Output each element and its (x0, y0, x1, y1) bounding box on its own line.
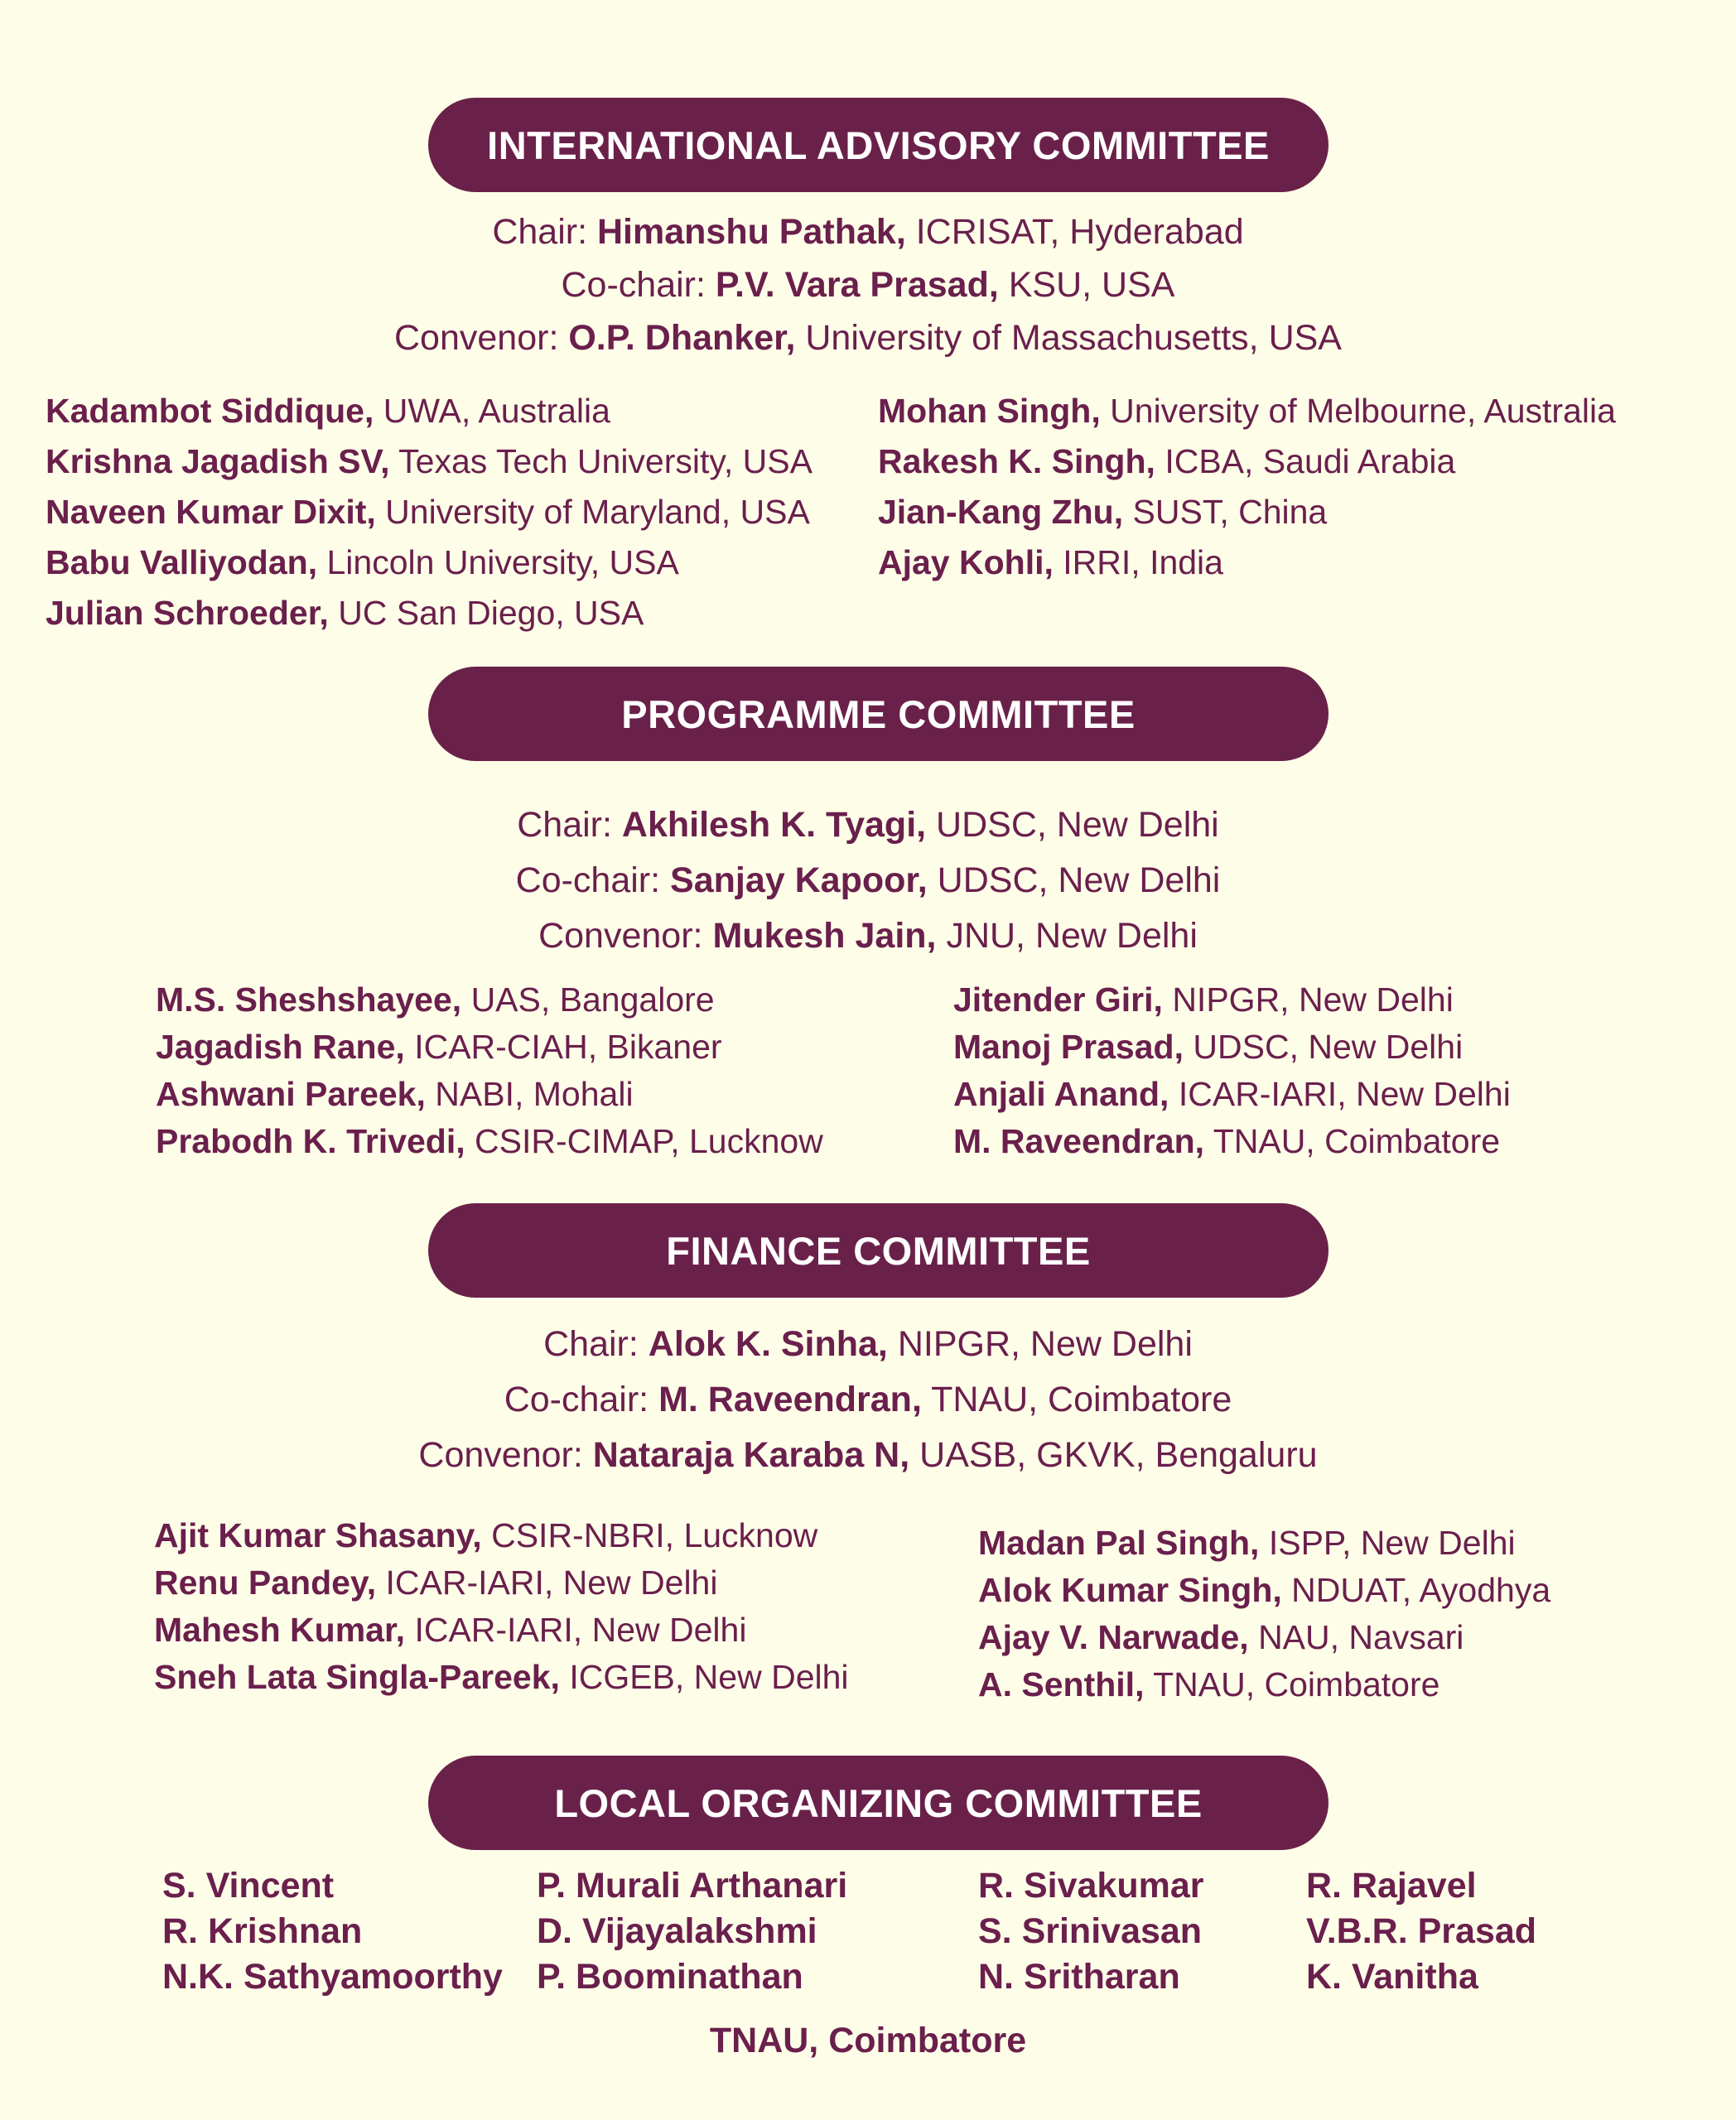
list-item: R. Rajavel (1306, 1866, 1477, 1906)
list-item: A. Senthil, TNAU, Coimbatore (978, 1665, 1440, 1703)
list-item: Julian Schroeder, UC San Diego, USA (46, 594, 644, 632)
loc-header: LOCAL ORGANIZING COMMITTEE (428, 1756, 1329, 1850)
list-item: D. Vijayalakshmi (537, 1911, 817, 1951)
list-item: N.K. Sathyamoorthy (162, 1957, 503, 1997)
list-item: Manoj Prasad, UDSC, New Delhi (953, 1028, 1464, 1066)
list-item: Mahesh Kumar, ICAR-IARI, New Delhi (154, 1611, 747, 1649)
fin-header: FINANCE COMMITTEE (428, 1203, 1329, 1298)
prog-left-list (156, 976, 823, 1165)
list-item: Ajay V. Narwade, NAU, Navsari (978, 1618, 1464, 1656)
list-item: M.S. Sheshshayee, UAS, Bangalore (156, 980, 715, 1019)
loc-col-1 (162, 1863, 503, 2000)
list-item: Ajay Kohli, IRRI, India (878, 543, 1223, 581)
list-item: Sneh Lata Singla-Pareek, ICGEB, New Delhi (154, 1658, 849, 1696)
prog-leaders (0, 797, 1736, 964)
loc-col-2 (537, 1863, 847, 2000)
list-item: P. Boominathan (537, 1957, 803, 1997)
iac-left-list (46, 386, 813, 638)
fin-convenor: Convenor: Nataraja Karaba N, UASB, GKVK, Bengaluru (418, 1435, 1318, 1475)
loc-col-4 (1306, 1863, 1536, 2000)
list-item: K. Vanitha (1306, 1957, 1478, 1997)
iac-right-list (878, 386, 1616, 588)
fin-chair: Chair: Alok K. Sinha, NIPGR, New Delhi (543, 1324, 1193, 1364)
list-item: N. Sritharan (978, 1957, 1180, 1997)
iac-chair: Chair: Himanshu Pathak, ICRISAT, Hyderabad (492, 212, 1244, 252)
list-item: Anjali Anand, ICAR-IARI, New Delhi (953, 1075, 1511, 1113)
iac-header: INTERNATIONAL ADVISORY COMMITTEE (428, 98, 1329, 192)
prog-right-list (953, 976, 1511, 1165)
list-item: Ajit Kumar Shasany, CSIR-NBRI, Lucknow (154, 1516, 818, 1554)
list-item: Babu Valliyodan, Lincoln University, USA (46, 543, 679, 581)
fin-right-list (978, 1520, 1550, 1708)
list-item: M. Raveendran, TNAU, Coimbatore (953, 1122, 1501, 1160)
list-item: Jagadish Rane, ICAR-CIAH, Bikaner (156, 1028, 722, 1066)
prog-chair: Chair: Akhilesh K. Tyagi, UDSC, New Delhi (517, 805, 1219, 845)
list-item: Rakesh K. Singh, ICBA, Saudi Arabia (878, 442, 1456, 480)
list-item: Alok Kumar Singh, NDUAT, Ayodhya (978, 1571, 1551, 1609)
list-item: Prabodh K. Trivedi, CSIR-CIMAP, Lucknow (156, 1122, 823, 1160)
list-item: Ashwani Pareek, NABI, Mohali (156, 1075, 634, 1113)
iac-leaders (0, 205, 1736, 364)
iac-convenor: Convenor: O.P. Dhanker, University of Massachusetts, USA (394, 318, 1342, 358)
list-item: Renu Pandey, ICAR-IARI, New Delhi (154, 1564, 718, 1602)
list-item: Jitender Giri, NIPGR, New Delhi (953, 980, 1454, 1019)
fin-left-list (154, 1512, 849, 1701)
prog-cochair: Co-chair: Sanjay Kapoor, UDSC, New Delhi (515, 860, 1221, 900)
list-item: P. Murali Arthanari (537, 1866, 848, 1906)
list-item: Kadambot Siddique, UWA, Australia (46, 392, 610, 430)
list-item: S. Srinivasan (978, 1911, 1203, 1951)
prog-header: PROGRAMME COMMITTEE (428, 667, 1329, 761)
prog-convenor: Convenor: Mukesh Jain, JNU, New Delhi (538, 916, 1198, 956)
list-item: R. Krishnan (162, 1911, 363, 1951)
loc-footer: TNAU, Coimbatore (709, 2021, 1027, 2060)
list-item: Madan Pal Singh, ISPP, New Delhi (978, 1524, 1516, 1562)
fin-leaders (0, 1317, 1736, 1483)
list-item: V.B.R. Prasad (1306, 1911, 1537, 1951)
list-item: S. Vincent (162, 1866, 335, 1906)
iac-cochair: Co-chair: P.V. Vara Prasad, KSU, USA (561, 265, 1175, 305)
list-item: Jian-Kang Zhu, SUST, China (878, 493, 1328, 531)
list-item: Mohan Singh, University of Melbourne, Australia (878, 392, 1616, 430)
loc-col-3 (978, 1863, 1203, 2000)
list-item: Naveen Kumar Dixit, University of Maryland, USA (46, 493, 810, 531)
list-item: Krishna Jagadish SV, Texas Tech University, USA (46, 442, 813, 480)
fin-cochair: Co-chair: M. Raveendran, TNAU, Coimbatore (504, 1380, 1232, 1419)
list-item: R. Sivakumar (978, 1866, 1204, 1906)
